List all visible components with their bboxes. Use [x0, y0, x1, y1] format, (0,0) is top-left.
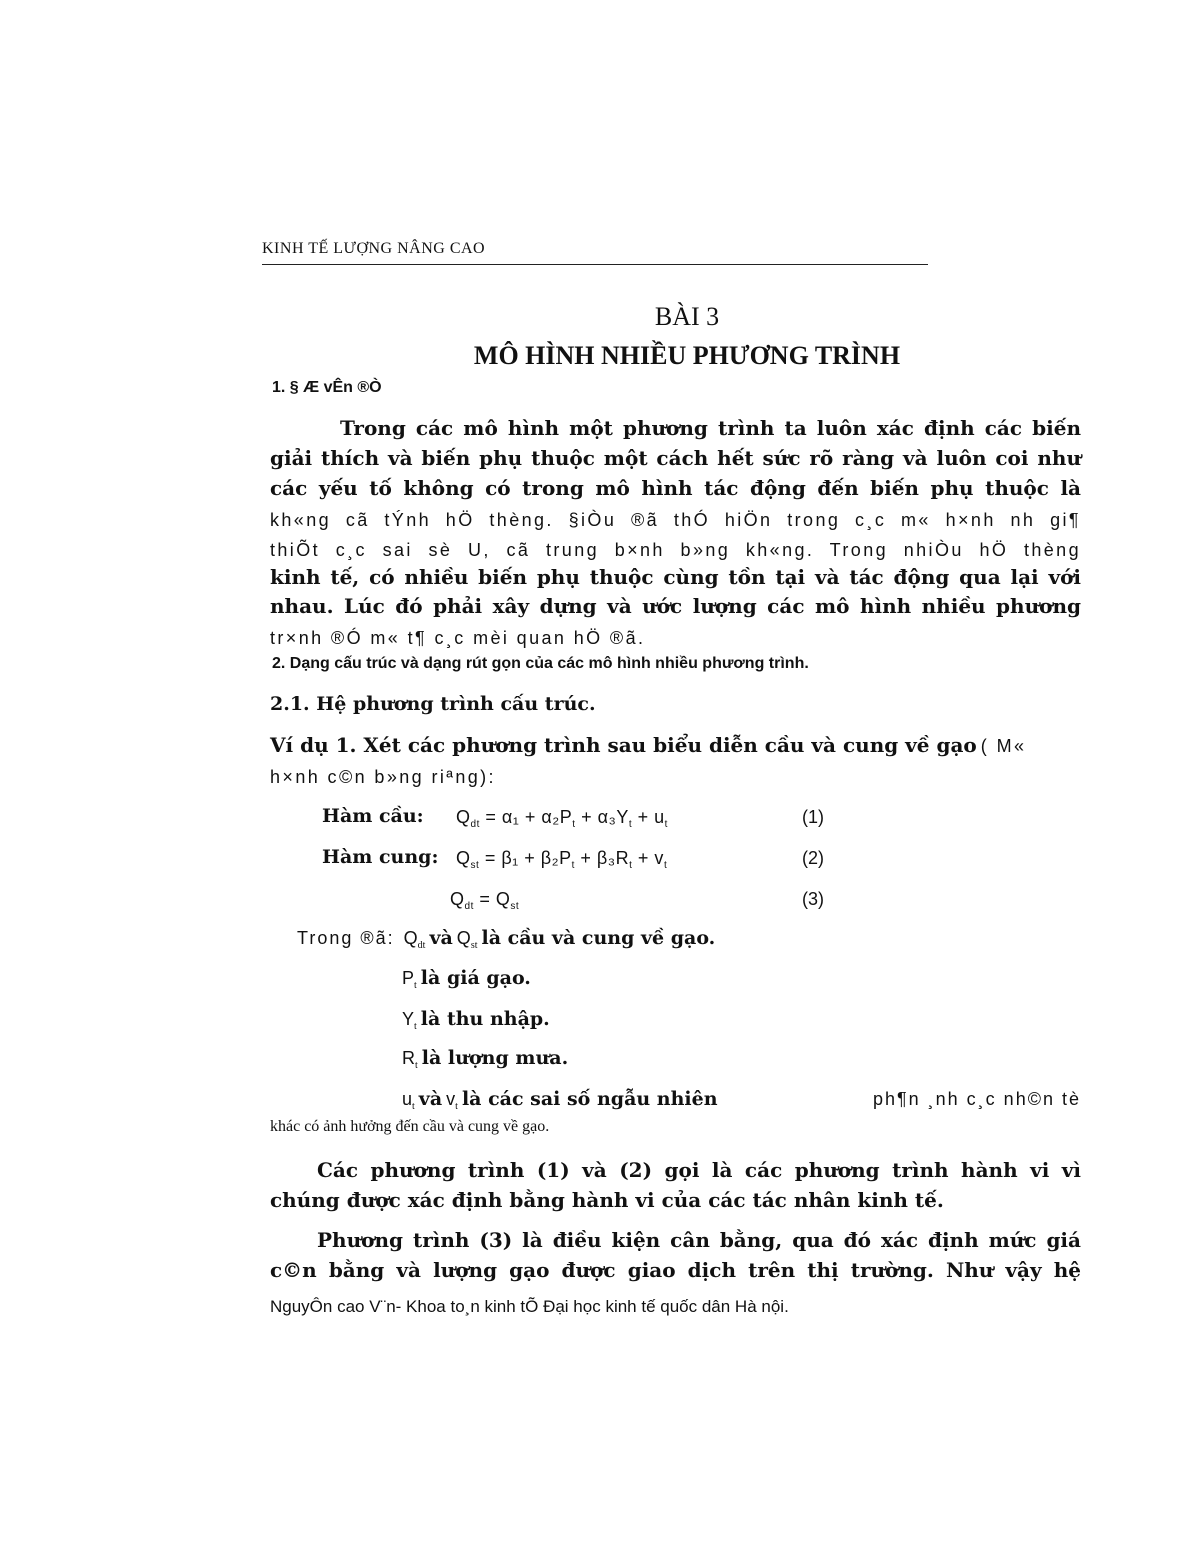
paragraph-line: giải thích và biến phụ thuộc một cách hết sức rõ ràng và luôn coi như	[270, 446, 1081, 470]
definition-uv-continued: khác có ảnh hưởng đến cầu và cung về gạo.	[270, 1118, 550, 1135]
definition-q: Trong ®ã: $Q_{dt}$ và $Q_{st}$ là cầu và cung về gạo.	[297, 927, 716, 951]
equation-supply: $Q_{st} = \beta_1 + \beta_2P_t + \beta_3R_t + v_t$	[456, 848, 668, 871]
paragraph-line: chúng được xác định bằng hành vi của các tác nhân kinh tế.	[270, 1188, 944, 1212]
example-line	[270, 733, 1026, 757]
definition-uv: $u_t$ và $v_t$ là các sai số ngẫu nhiên ph¶n ¸nh c¸c nh©n tè	[402, 1088, 1081, 1112]
equation-label-demand: Hàm cầu:	[322, 805, 424, 827]
paragraph-line: Các phương trình (1) và (2) gọi là các phương trình hành vi vì	[317, 1158, 1081, 1182]
definition-p: $P_t$ là giá gạo.	[402, 967, 531, 991]
equation-number: (3)	[802, 889, 824, 909]
equation-label-supply: Hàm cung:	[322, 846, 439, 868]
running-header: KINH TẾ LƯỢNG NÂNG CAO	[262, 240, 486, 257]
equation-equilibrium: $Q_{dt} = Q_{st}$	[450, 889, 520, 912]
paragraph-line: kinh tế, có nhiều biến phụ thuộc cùng tồn tại và tác động qua lại với	[270, 565, 1081, 589]
section-1-heading: 1. § Æ vÊn ®Ò	[272, 379, 382, 396]
paragraph-line: các yếu tố không có trong mô hình tác động đến biến phụ thuộc là	[270, 476, 1081, 500]
paragraph-line: nhau. Lúc đó phải xây dựng và ước lượng các mô hình nhiều phương	[270, 594, 1081, 618]
header-rule	[262, 264, 928, 265]
paragraph-line: tr×nh ®Ó m« t¶ c¸c mèi quan hÖ ®ã.	[270, 628, 646, 648]
lesson-title: MÔ HÌNH NHIỀU PHƯƠNG TRÌNH	[473, 341, 901, 370]
definition-r: $R_t$ là lượng mưa.	[402, 1047, 569, 1071]
section-2-heading: 2. Dạng cấu trúc và dạng rút gọn của các mô hình nhiều phương trình.	[272, 655, 809, 672]
definition-y: $Y_t$ là thu nhập.	[402, 1008, 550, 1032]
example-paren-end: h×nh c©n b»ng riªng):	[270, 767, 496, 787]
paragraph-line: Phương trình (3) là điều kiện cân bằng, qua đó xác định mức giá	[317, 1228, 1081, 1252]
example-paren-start: ( M«	[980, 736, 1027, 756]
lesson-number: BÀI 3	[654, 302, 720, 331]
paragraph-line: thiÕt c¸c sai sè U, cã trung b×nh b»ng kh«ng. Trong nhiÒu hÖ thèng	[270, 540, 1081, 560]
section-2-1-heading: 2.1. Hệ phương trình cấu trúc.	[270, 693, 596, 715]
page-footer: NguyÔn cao V¨n- Khoa to¸n kinh tÕ Đại học kinh tế quốc dân Hà nội.	[270, 1297, 789, 1316]
paragraph-line: kh«ng cã tÝnh hÖ thèng. §iÒu ®ã thÓ hiÖn trong c¸c m« h×nh nh gi¶	[270, 510, 1081, 530]
paragraph-line: Trong các mô hình một phương trình ta luôn xác định các biến	[340, 416, 1081, 440]
paragraph-line: c©n bằng và lượng gạo được giao dịch trên thị trường. Như vậy hệ	[270, 1258, 1081, 1282]
equation-number: (2)	[802, 848, 824, 868]
example-lead: Ví dụ 1. Xét các phương trình sau biểu diễn cầu và cung về gạo	[270, 733, 977, 757]
equation-number: (1)	[802, 807, 824, 827]
equation-demand: $Q_{dt} = \alpha_1 + \alpha_2P_t + \alpha_3Y_t + u_t$	[456, 807, 668, 830]
